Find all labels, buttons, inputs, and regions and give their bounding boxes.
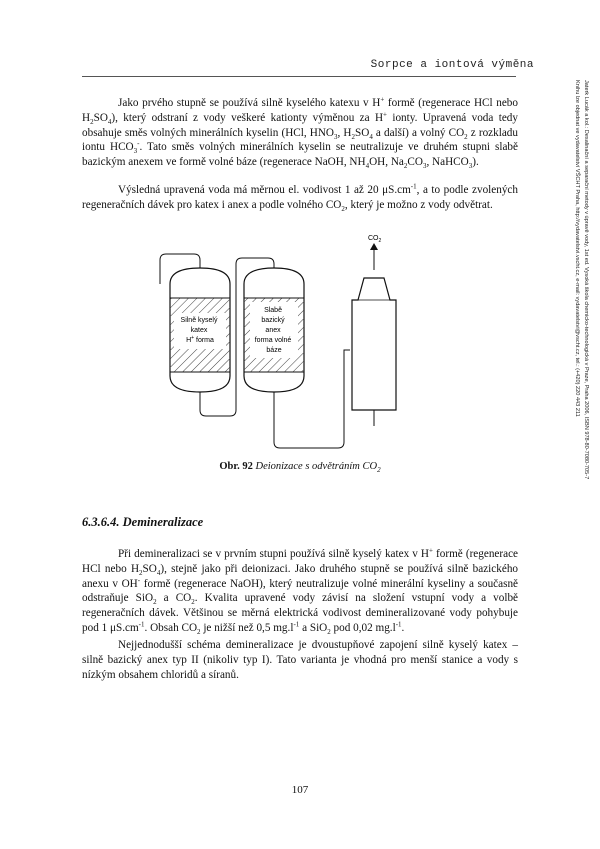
running-title: Sorpce a iontová výměna — [370, 59, 534, 71]
column1-label-line3: H+ forma — [186, 335, 214, 344]
paragraph-result-water: Výsledná upravená voda má měrnou el. vodivost 1 až 20 $\mu S.cm^{-1}$, a to podle zvolených regeneračních dávek pro katex i anex a podle volného $CO_2$, který je možno z vody odvětrat. — [82, 182, 518, 214]
column2-label-line4: forma volné — [254, 337, 292, 344]
co2-arrowhead — [370, 243, 378, 250]
page-number: 107 — [291, 784, 309, 796]
sidebar-citation — [554, 80, 594, 780]
column1-label-line2: katex — [190, 327, 208, 334]
column1-label-line1: Silně kyselý — [180, 317, 218, 324]
figure-caption: Obr. 92 Deionizace s odvětráním $CO_2$ — [219, 461, 381, 475]
column2-label-line3: anex — [265, 327, 281, 334]
paragraph-deionization: Jako prvého stupně se používá silně kyselého katexu v H+ formě (regenerace HCl nebo $H_2SO_4$), který odstraní z vody veškeré kationty výměnou za H+ ionty. Upravená voda tedy obsahuje směs volných minerálních kyselin (HCl, $HNO_3$, $H_2SO_4$ a další) a volný $CO_2$ z rozkladu iontu $HCO_3^-$. Tato směs volných minerálních kyselin se neutralizuje ve druhém stupni slabě bazickým anexem ve formě volné báze (regenerace NaOH, $NH_4OH$, $Na_2CO_3$, NaHCO$_3$). — [82, 95, 518, 171]
figure-number: Obr. 92 — [219, 461, 253, 472]
co2-label: $CO_2$ — [368, 235, 382, 244]
header-rule — [82, 76, 516, 77]
column2-label-line2: bazický — [261, 317, 285, 324]
cation-exchanger-column — [170, 268, 230, 392]
paragraph-simplest-scheme: Nejjednodušší schéma demineralizace je dvoustupňové zapojení silně kyselý katex – silně bazický anex typ II (nikoliv typ I). Tato varianta je vhodná pro menší stanice a vody s nízkým obsahem chloridů a síranů. — [82, 639, 518, 681]
citation-line-1: Jaterk Lucák a kol.: Desalinační a separační metody v úpravě vody, 1st ed. Vysoká škola chemicko-technologická v Praze, Praha 2006, ISBN 978-80-7080-705-7 — [583, 80, 589, 480]
column2-label-line5: báze — [266, 347, 282, 354]
column2-label-line1: Slabě — [264, 307, 282, 314]
degassing-tower — [352, 278, 396, 426]
deionization-diagram — [150, 226, 450, 456]
citation-line-2: Knihu lze objednat ve vydavatelství VŠCHT Praha, http://vydavatelstvi.vscht.cz, e-mail: vydavatelstvi@vscht.cz, tel.: (+420) 220 443 211 — [574, 80, 580, 417]
paragraph-demineralization: Při demineralizaci se v prvním stupni používá silně kyselý katex v H+ formě (regenerace HCl nebo $H_2SO_4$), stejně jako při deionizaci. Jako druhého stupně se používá silně bazického anexu v OH- formě (regenerace NaOH), který neutralizuje volné minerální kyseliny a současně odstraňuje SiO$_2$ a $CO_2$. Kvalita upravené vody závisí na složení vstupní vody a volbě regeneračních dávek. Většinou se měrná elektrická vodivost demineralizované vody pohybuje pod 1 $\mu S.cm^{-1}$. Obsah $CO_2$ je nižší než 0,5 $mg.l^{-1}$ a SiO$_2$ pod 0,02 $mg.l^{-1}$. — [82, 546, 519, 637]
figure-title: Deionizace s odvětráním CO — [252, 461, 378, 472]
section-heading: 6.3.6.4. Demineralizace — [82, 515, 204, 529]
anion-exchanger-column — [244, 268, 304, 392]
